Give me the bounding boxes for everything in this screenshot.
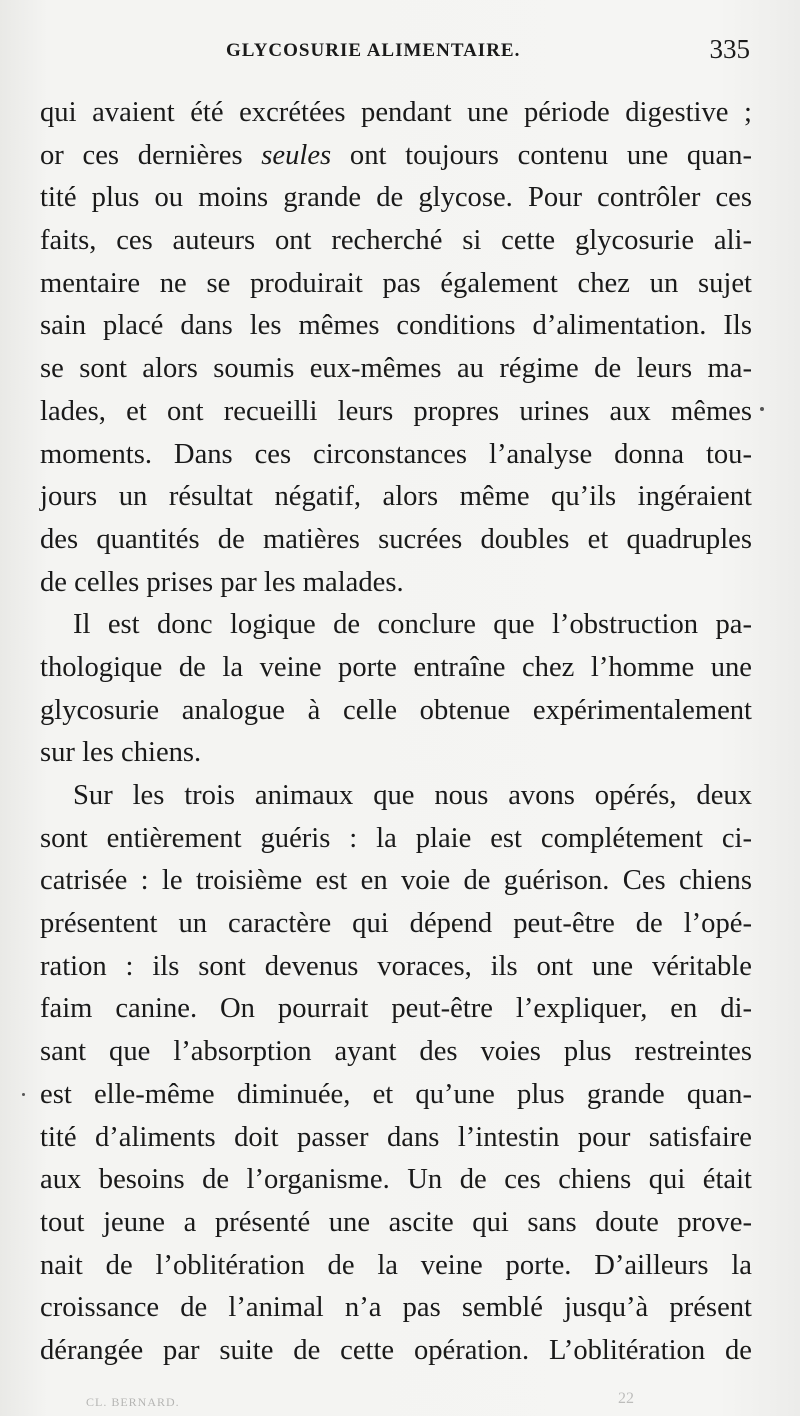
- text-line: faits, ces auteurs ont recherché si cette glycosurie ali-: [40, 225, 752, 257]
- text-line: croissance de l’animal n’a pas semblé jusqu’à présent: [40, 1292, 752, 1324]
- text-line: qui avaient été excrétées pendant une période digestive ;: [40, 97, 752, 128]
- text-line: sur les chiens.: [40, 737, 202, 769]
- text-line: lades, et ont recueilli leurs propres urines aux mêmes: [40, 395, 752, 427]
- text-line: glycosurie analogue à celle obtenue expérimentalement: [40, 694, 752, 726]
- text-line: sant que l’absorption ayant des voies plus restreintes: [40, 1036, 752, 1068]
- text-line: moments. Dans ces circonstances l’analyse donna tou-: [40, 438, 752, 470]
- page-header: [40, 34, 750, 70]
- text-line: tout jeune a présenté une ascite qui sans doute prove-: [40, 1206, 752, 1238]
- text-line: or ces dernières seules ont toujours contenu une quan-: [40, 139, 752, 171]
- text-line: Sur les trois animaux que nous avons opérés, deux: [73, 780, 752, 811]
- text-line: aux besoins de l’organisme. Un de ces chiens qui était: [40, 1164, 752, 1196]
- text-line: jours un résultat négatif, alors même qu’ils ingéraient: [40, 481, 752, 513]
- body-text: [40, 92, 752, 1373]
- text-line: tité plus ou moins grande de glycose. Pour contrôler ces: [40, 182, 752, 214]
- text-line: mentaire ne se produirait pas également chez un sujet: [40, 267, 752, 299]
- text-line: sont entièrement guéris : la plaie est complétement ci-: [40, 822, 752, 854]
- text-line: tité d’aliments doit passer dans l’intestin pour satisfaire: [40, 1121, 752, 1153]
- text-line: présentent un caractère qui dépend peut-être de l’opé-: [40, 908, 752, 940]
- text-line: thologique de la veine porte entraîne chez l’homme une: [40, 651, 752, 683]
- text-line: nait de l’oblitération de la veine porte. D’ailleurs la: [40, 1249, 752, 1281]
- running-head: GLYCOSURIE ALIMENTAIRE.: [226, 40, 521, 61]
- text-line: faim canine. On pourrait peut-être l’expliquer, en di-: [40, 993, 752, 1025]
- sheet-number: 22: [618, 1390, 634, 1407]
- text-line: Il est donc logique de conclure que l’obstruction pa-: [73, 609, 752, 641]
- text-line: dérangée par suite de cette opération. L’oblitération de: [40, 1334, 752, 1366]
- ink-speck: [22, 1093, 25, 1096]
- text-line: se sont alors soumis eux-mêmes au régime de leurs ma-: [40, 353, 752, 385]
- text-line: de celles prises par les malades.: [40, 566, 404, 598]
- page-number: 335: [709, 34, 750, 64]
- text-line: des quantités de matières sucrées doubles et quadruples: [40, 523, 752, 555]
- text-line: ration : ils sont devenus voraces, ils ont une véritable: [40, 950, 752, 982]
- text-line: sain placé dans les mêmes conditions d’alimentation. Ils: [40, 310, 752, 342]
- printer-signature: CL. BERNARD.: [86, 1395, 180, 1409]
- text-line: catrisée : le troisième est en voie de guérison. Ces chiens: [40, 865, 752, 897]
- ink-speck: [760, 407, 764, 411]
- text-line: est elle-même diminuée, et qu’une plus grande quan-: [40, 1078, 752, 1110]
